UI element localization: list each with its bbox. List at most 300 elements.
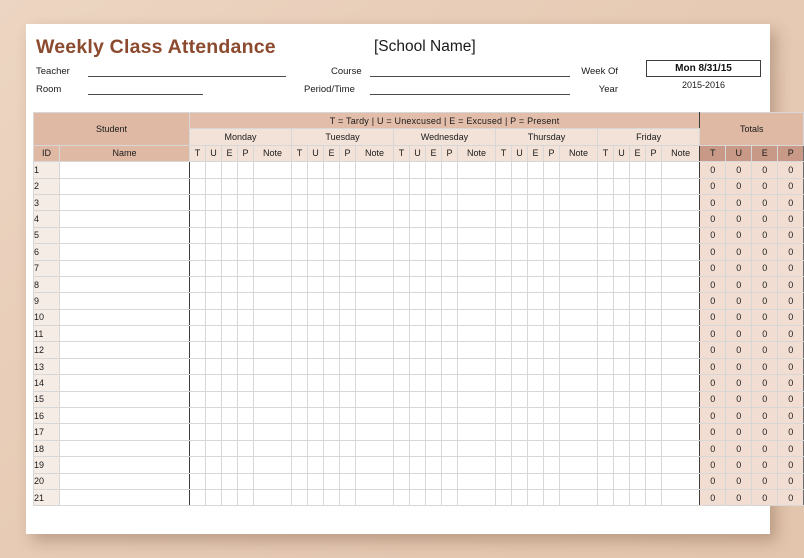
mark-cell-thursday-u[interactable]	[512, 194, 528, 210]
mark-cell-thursday-e[interactable]	[528, 342, 544, 358]
mark-cell-monday-t[interactable]	[190, 457, 206, 473]
mark-cell-tuesday-t[interactable]	[292, 489, 308, 505]
note-cell-tuesday[interactable]	[356, 194, 394, 210]
mark-cell-friday-u[interactable]	[614, 309, 630, 325]
mark-cell-tuesday-e[interactable]	[324, 358, 340, 374]
mark-cell-tuesday-p[interactable]	[340, 440, 356, 456]
note-cell-thursday[interactable]	[560, 408, 598, 424]
mark-cell-thursday-t[interactable]	[496, 227, 512, 243]
mark-cell-wednesday-u[interactable]	[410, 375, 426, 391]
mark-cell-friday-e[interactable]	[630, 489, 646, 505]
mark-cell-friday-u[interactable]	[614, 440, 630, 456]
mark-cell-wednesday-u[interactable]	[410, 178, 426, 194]
mark-cell-monday-u[interactable]	[206, 391, 222, 407]
note-cell-friday[interactable]	[662, 424, 700, 440]
note-cell-wednesday[interactable]	[458, 244, 496, 260]
mark-cell-wednesday-u[interactable]	[410, 489, 426, 505]
mark-cell-wednesday-p[interactable]	[442, 244, 458, 260]
mark-cell-wednesday-e[interactable]	[426, 260, 442, 276]
note-cell-thursday[interactable]	[560, 457, 598, 473]
mark-cell-tuesday-t[interactable]	[292, 178, 308, 194]
mark-cell-wednesday-u[interactable]	[410, 424, 426, 440]
mark-cell-tuesday-p[interactable]	[340, 309, 356, 325]
mark-cell-friday-p[interactable]	[646, 293, 662, 309]
note-cell-monday[interactable]	[254, 342, 292, 358]
note-cell-wednesday[interactable]	[458, 358, 496, 374]
mark-cell-tuesday-u[interactable]	[308, 244, 324, 260]
note-cell-friday[interactable]	[662, 309, 700, 325]
mark-cell-friday-t[interactable]	[598, 375, 614, 391]
mark-cell-monday-u[interactable]	[206, 457, 222, 473]
mark-cell-thursday-e[interactable]	[528, 457, 544, 473]
note-cell-thursday[interactable]	[560, 391, 598, 407]
mark-cell-wednesday-e[interactable]	[426, 326, 442, 342]
mark-cell-tuesday-u[interactable]	[308, 326, 324, 342]
mark-cell-thursday-p[interactable]	[544, 440, 560, 456]
mark-cell-monday-e[interactable]	[222, 473, 238, 489]
note-cell-wednesday[interactable]	[458, 440, 496, 456]
note-cell-monday[interactable]	[254, 309, 292, 325]
mark-cell-friday-u[interactable]	[614, 473, 630, 489]
note-cell-tuesday[interactable]	[356, 424, 394, 440]
mark-cell-monday-e[interactable]	[222, 178, 238, 194]
mark-cell-friday-t[interactable]	[598, 424, 614, 440]
mark-cell-tuesday-t[interactable]	[292, 309, 308, 325]
mark-cell-tuesday-p[interactable]	[340, 276, 356, 292]
student-id-cell[interactable]: 1	[34, 162, 60, 178]
note-cell-wednesday[interactable]	[458, 408, 496, 424]
mark-cell-wednesday-e[interactable]	[426, 473, 442, 489]
mark-cell-thursday-u[interactable]	[512, 227, 528, 243]
mark-cell-monday-e[interactable]	[222, 293, 238, 309]
mark-cell-monday-e[interactable]	[222, 326, 238, 342]
mark-cell-thursday-t[interactable]	[496, 326, 512, 342]
student-name-cell[interactable]	[60, 457, 190, 473]
mark-cell-monday-e[interactable]	[222, 424, 238, 440]
note-cell-thursday[interactable]	[560, 342, 598, 358]
mark-cell-friday-t[interactable]	[598, 457, 614, 473]
mark-cell-thursday-e[interactable]	[528, 194, 544, 210]
mark-cell-tuesday-p[interactable]	[340, 326, 356, 342]
mark-cell-monday-u[interactable]	[206, 194, 222, 210]
mark-cell-tuesday-e[interactable]	[324, 473, 340, 489]
mark-cell-friday-p[interactable]	[646, 473, 662, 489]
mark-cell-tuesday-e[interactable]	[324, 440, 340, 456]
mark-cell-thursday-t[interactable]	[496, 489, 512, 505]
note-cell-monday[interactable]	[254, 391, 292, 407]
student-id-cell[interactable]: 19	[34, 457, 60, 473]
mark-cell-thursday-t[interactable]	[496, 424, 512, 440]
mark-cell-tuesday-t[interactable]	[292, 408, 308, 424]
mark-cell-thursday-t[interactable]	[496, 244, 512, 260]
note-cell-tuesday[interactable]	[356, 489, 394, 505]
mark-cell-monday-u[interactable]	[206, 244, 222, 260]
mark-cell-friday-p[interactable]	[646, 162, 662, 178]
mark-cell-tuesday-e[interactable]	[324, 293, 340, 309]
mark-cell-thursday-t[interactable]	[496, 293, 512, 309]
mark-cell-thursday-u[interactable]	[512, 211, 528, 227]
mark-cell-monday-e[interactable]	[222, 440, 238, 456]
mark-cell-wednesday-p[interactable]	[442, 424, 458, 440]
mark-cell-wednesday-t[interactable]	[394, 457, 410, 473]
mark-cell-tuesday-u[interactable]	[308, 489, 324, 505]
student-name-cell[interactable]	[60, 309, 190, 325]
mark-cell-monday-u[interactable]	[206, 424, 222, 440]
mark-cell-friday-e[interactable]	[630, 162, 646, 178]
mark-cell-friday-t[interactable]	[598, 408, 614, 424]
mark-cell-tuesday-t[interactable]	[292, 162, 308, 178]
mark-cell-friday-u[interactable]	[614, 178, 630, 194]
student-name-cell[interactable]	[60, 391, 190, 407]
mark-cell-tuesday-p[interactable]	[340, 293, 356, 309]
mark-cell-friday-e[interactable]	[630, 276, 646, 292]
mark-cell-friday-p[interactable]	[646, 244, 662, 260]
mark-cell-tuesday-u[interactable]	[308, 440, 324, 456]
mark-cell-wednesday-e[interactable]	[426, 424, 442, 440]
note-cell-monday[interactable]	[254, 489, 292, 505]
mark-cell-friday-p[interactable]	[646, 211, 662, 227]
mark-cell-wednesday-p[interactable]	[442, 293, 458, 309]
mark-cell-wednesday-t[interactable]	[394, 342, 410, 358]
mark-cell-wednesday-p[interactable]	[442, 473, 458, 489]
student-id-cell[interactable]: 5	[34, 227, 60, 243]
mark-cell-friday-e[interactable]	[630, 473, 646, 489]
mark-cell-wednesday-u[interactable]	[410, 211, 426, 227]
mark-cell-wednesday-t[interactable]	[394, 326, 410, 342]
mark-cell-friday-u[interactable]	[614, 293, 630, 309]
mark-cell-friday-u[interactable]	[614, 391, 630, 407]
mark-cell-tuesday-p[interactable]	[340, 358, 356, 374]
mark-cell-thursday-u[interactable]	[512, 457, 528, 473]
mark-cell-wednesday-t[interactable]	[394, 276, 410, 292]
note-cell-wednesday[interactable]	[458, 489, 496, 505]
note-cell-monday[interactable]	[254, 440, 292, 456]
note-cell-wednesday[interactable]	[458, 375, 496, 391]
note-cell-tuesday[interactable]	[356, 162, 394, 178]
mark-cell-thursday-t[interactable]	[496, 391, 512, 407]
mark-cell-tuesday-u[interactable]	[308, 408, 324, 424]
note-cell-monday[interactable]	[254, 162, 292, 178]
mark-cell-friday-t[interactable]	[598, 194, 614, 210]
mark-cell-thursday-t[interactable]	[496, 178, 512, 194]
student-name-cell[interactable]	[60, 227, 190, 243]
mark-cell-monday-p[interactable]	[238, 260, 254, 276]
mark-cell-thursday-e[interactable]	[528, 440, 544, 456]
mark-cell-tuesday-u[interactable]	[308, 260, 324, 276]
mark-cell-friday-p[interactable]	[646, 424, 662, 440]
mark-cell-friday-u[interactable]	[614, 408, 630, 424]
mark-cell-tuesday-e[interactable]	[324, 424, 340, 440]
mark-cell-friday-u[interactable]	[614, 194, 630, 210]
note-cell-thursday[interactable]	[560, 276, 598, 292]
mark-cell-tuesday-p[interactable]	[340, 391, 356, 407]
mark-cell-wednesday-e[interactable]	[426, 358, 442, 374]
student-id-cell[interactable]: 16	[34, 408, 60, 424]
mark-cell-thursday-u[interactable]	[512, 293, 528, 309]
student-id-cell[interactable]: 10	[34, 309, 60, 325]
note-cell-thursday[interactable]	[560, 194, 598, 210]
note-cell-thursday[interactable]	[560, 375, 598, 391]
mark-cell-friday-t[interactable]	[598, 326, 614, 342]
mark-cell-monday-p[interactable]	[238, 391, 254, 407]
mark-cell-monday-t[interactable]	[190, 293, 206, 309]
mark-cell-friday-e[interactable]	[630, 293, 646, 309]
mark-cell-friday-u[interactable]	[614, 227, 630, 243]
mark-cell-monday-t[interactable]	[190, 424, 206, 440]
note-cell-wednesday[interactable]	[458, 309, 496, 325]
mark-cell-wednesday-t[interactable]	[394, 293, 410, 309]
mark-cell-monday-t[interactable]	[190, 358, 206, 374]
mark-cell-tuesday-u[interactable]	[308, 457, 324, 473]
student-id-cell[interactable]: 17	[34, 424, 60, 440]
mark-cell-friday-t[interactable]	[598, 178, 614, 194]
mark-cell-monday-e[interactable]	[222, 358, 238, 374]
mark-cell-monday-u[interactable]	[206, 162, 222, 178]
mark-cell-wednesday-e[interactable]	[426, 342, 442, 358]
mark-cell-tuesday-t[interactable]	[292, 227, 308, 243]
mark-cell-friday-u[interactable]	[614, 358, 630, 374]
mark-cell-tuesday-u[interactable]	[308, 473, 324, 489]
note-cell-friday[interactable]	[662, 211, 700, 227]
mark-cell-monday-e[interactable]	[222, 375, 238, 391]
mark-cell-thursday-t[interactable]	[496, 473, 512, 489]
mark-cell-wednesday-p[interactable]	[442, 440, 458, 456]
mark-cell-thursday-p[interactable]	[544, 408, 560, 424]
mark-cell-monday-u[interactable]	[206, 293, 222, 309]
mark-cell-tuesday-p[interactable]	[340, 375, 356, 391]
mark-cell-wednesday-p[interactable]	[442, 162, 458, 178]
student-id-cell[interactable]: 7	[34, 260, 60, 276]
note-cell-friday[interactable]	[662, 342, 700, 358]
student-id-cell[interactable]: 2	[34, 178, 60, 194]
mark-cell-monday-t[interactable]	[190, 276, 206, 292]
mark-cell-tuesday-p[interactable]	[340, 227, 356, 243]
mark-cell-wednesday-e[interactable]	[426, 194, 442, 210]
note-cell-tuesday[interactable]	[356, 440, 394, 456]
student-id-cell[interactable]: 8	[34, 276, 60, 292]
mark-cell-thursday-u[interactable]	[512, 375, 528, 391]
mark-cell-tuesday-t[interactable]	[292, 391, 308, 407]
mark-cell-wednesday-t[interactable]	[394, 227, 410, 243]
mark-cell-monday-p[interactable]	[238, 473, 254, 489]
note-cell-friday[interactable]	[662, 358, 700, 374]
mark-cell-monday-t[interactable]	[190, 227, 206, 243]
mark-cell-wednesday-t[interactable]	[394, 194, 410, 210]
mark-cell-tuesday-e[interactable]	[324, 342, 340, 358]
mark-cell-tuesday-u[interactable]	[308, 194, 324, 210]
mark-cell-monday-p[interactable]	[238, 457, 254, 473]
mark-cell-tuesday-t[interactable]	[292, 211, 308, 227]
mark-cell-thursday-u[interactable]	[512, 342, 528, 358]
mark-cell-monday-u[interactable]	[206, 473, 222, 489]
mark-cell-tuesday-u[interactable]	[308, 293, 324, 309]
mark-cell-friday-t[interactable]	[598, 260, 614, 276]
note-cell-tuesday[interactable]	[356, 227, 394, 243]
note-cell-monday[interactable]	[254, 457, 292, 473]
student-id-cell[interactable]: 12	[34, 342, 60, 358]
mark-cell-monday-t[interactable]	[190, 194, 206, 210]
student-id-cell[interactable]: 14	[34, 375, 60, 391]
mark-cell-wednesday-p[interactable]	[442, 457, 458, 473]
mark-cell-monday-t[interactable]	[190, 260, 206, 276]
mark-cell-tuesday-p[interactable]	[340, 211, 356, 227]
mark-cell-thursday-p[interactable]	[544, 276, 560, 292]
mark-cell-wednesday-u[interactable]	[410, 326, 426, 342]
mark-cell-thursday-t[interactable]	[496, 457, 512, 473]
course-input[interactable]	[370, 76, 570, 77]
mark-cell-tuesday-t[interactable]	[292, 194, 308, 210]
mark-cell-wednesday-t[interactable]	[394, 178, 410, 194]
mark-cell-monday-e[interactable]	[222, 244, 238, 260]
mark-cell-monday-p[interactable]	[238, 326, 254, 342]
mark-cell-thursday-u[interactable]	[512, 489, 528, 505]
note-cell-monday[interactable]	[254, 326, 292, 342]
note-cell-thursday[interactable]	[560, 244, 598, 260]
mark-cell-thursday-t[interactable]	[496, 440, 512, 456]
mark-cell-friday-t[interactable]	[598, 440, 614, 456]
mark-cell-tuesday-e[interactable]	[324, 408, 340, 424]
student-name-cell[interactable]	[60, 211, 190, 227]
mark-cell-tuesday-p[interactable]	[340, 473, 356, 489]
mark-cell-wednesday-e[interactable]	[426, 276, 442, 292]
mark-cell-tuesday-p[interactable]	[340, 194, 356, 210]
note-cell-tuesday[interactable]	[356, 293, 394, 309]
note-cell-friday[interactable]	[662, 457, 700, 473]
mark-cell-monday-p[interactable]	[238, 424, 254, 440]
mark-cell-tuesday-e[interactable]	[324, 194, 340, 210]
mark-cell-monday-e[interactable]	[222, 276, 238, 292]
mark-cell-monday-u[interactable]	[206, 227, 222, 243]
mark-cell-wednesday-e[interactable]	[426, 244, 442, 260]
mark-cell-wednesday-p[interactable]	[442, 342, 458, 358]
mark-cell-wednesday-p[interactable]	[442, 178, 458, 194]
mark-cell-monday-e[interactable]	[222, 408, 238, 424]
mark-cell-friday-u[interactable]	[614, 424, 630, 440]
mark-cell-thursday-t[interactable]	[496, 194, 512, 210]
student-name-cell[interactable]	[60, 326, 190, 342]
mark-cell-wednesday-p[interactable]	[442, 408, 458, 424]
mark-cell-monday-t[interactable]	[190, 342, 206, 358]
mark-cell-monday-u[interactable]	[206, 375, 222, 391]
mark-cell-tuesday-e[interactable]	[324, 227, 340, 243]
mark-cell-wednesday-u[interactable]	[410, 358, 426, 374]
note-cell-tuesday[interactable]	[356, 473, 394, 489]
mark-cell-wednesday-p[interactable]	[442, 194, 458, 210]
teacher-input[interactable]	[88, 76, 286, 77]
mark-cell-thursday-u[interactable]	[512, 358, 528, 374]
note-cell-friday[interactable]	[662, 473, 700, 489]
mark-cell-monday-t[interactable]	[190, 309, 206, 325]
mark-cell-wednesday-u[interactable]	[410, 244, 426, 260]
student-id-cell[interactable]: 20	[34, 473, 60, 489]
student-id-cell[interactable]: 4	[34, 211, 60, 227]
mark-cell-thursday-u[interactable]	[512, 326, 528, 342]
mark-cell-thursday-t[interactable]	[496, 358, 512, 374]
mark-cell-friday-t[interactable]	[598, 227, 614, 243]
mark-cell-tuesday-t[interactable]	[292, 260, 308, 276]
mark-cell-monday-e[interactable]	[222, 260, 238, 276]
mark-cell-tuesday-p[interactable]	[340, 162, 356, 178]
mark-cell-friday-e[interactable]	[630, 326, 646, 342]
mark-cell-thursday-e[interactable]	[528, 309, 544, 325]
mark-cell-monday-e[interactable]	[222, 162, 238, 178]
mark-cell-tuesday-t[interactable]	[292, 424, 308, 440]
note-cell-tuesday[interactable]	[356, 391, 394, 407]
mark-cell-wednesday-e[interactable]	[426, 293, 442, 309]
note-cell-thursday[interactable]	[560, 326, 598, 342]
note-cell-tuesday[interactable]	[356, 408, 394, 424]
mark-cell-wednesday-e[interactable]	[426, 162, 442, 178]
mark-cell-tuesday-t[interactable]	[292, 440, 308, 456]
note-cell-friday[interactable]	[662, 244, 700, 260]
mark-cell-friday-e[interactable]	[630, 178, 646, 194]
mark-cell-friday-p[interactable]	[646, 358, 662, 374]
mark-cell-monday-u[interactable]	[206, 440, 222, 456]
mark-cell-friday-p[interactable]	[646, 391, 662, 407]
mark-cell-wednesday-t[interactable]	[394, 440, 410, 456]
note-cell-thursday[interactable]	[560, 440, 598, 456]
mark-cell-wednesday-t[interactable]	[394, 489, 410, 505]
mark-cell-friday-e[interactable]	[630, 244, 646, 260]
mark-cell-tuesday-u[interactable]	[308, 211, 324, 227]
mark-cell-tuesday-t[interactable]	[292, 326, 308, 342]
mark-cell-friday-u[interactable]	[614, 162, 630, 178]
mark-cell-wednesday-p[interactable]	[442, 276, 458, 292]
mark-cell-monday-u[interactable]	[206, 260, 222, 276]
mark-cell-tuesday-e[interactable]	[324, 162, 340, 178]
mark-cell-tuesday-u[interactable]	[308, 342, 324, 358]
mark-cell-tuesday-u[interactable]	[308, 358, 324, 374]
mark-cell-thursday-p[interactable]	[544, 342, 560, 358]
mark-cell-friday-t[interactable]	[598, 473, 614, 489]
mark-cell-thursday-e[interactable]	[528, 293, 544, 309]
note-cell-wednesday[interactable]	[458, 326, 496, 342]
mark-cell-tuesday-p[interactable]	[340, 260, 356, 276]
mark-cell-thursday-e[interactable]	[528, 375, 544, 391]
mark-cell-thursday-p[interactable]	[544, 293, 560, 309]
note-cell-friday[interactable]	[662, 440, 700, 456]
note-cell-wednesday[interactable]	[458, 473, 496, 489]
student-name-cell[interactable]	[60, 260, 190, 276]
student-id-cell[interactable]: 11	[34, 326, 60, 342]
mark-cell-thursday-u[interactable]	[512, 408, 528, 424]
mark-cell-monday-t[interactable]	[190, 408, 206, 424]
student-name-cell[interactable]	[60, 178, 190, 194]
mark-cell-friday-e[interactable]	[630, 375, 646, 391]
mark-cell-tuesday-p[interactable]	[340, 457, 356, 473]
mark-cell-wednesday-e[interactable]	[426, 178, 442, 194]
mark-cell-friday-p[interactable]	[646, 342, 662, 358]
mark-cell-thursday-e[interactable]	[528, 473, 544, 489]
mark-cell-tuesday-e[interactable]	[324, 489, 340, 505]
note-cell-tuesday[interactable]	[356, 309, 394, 325]
mark-cell-wednesday-t[interactable]	[394, 260, 410, 276]
mark-cell-thursday-u[interactable]	[512, 162, 528, 178]
mark-cell-friday-p[interactable]	[646, 309, 662, 325]
note-cell-tuesday[interactable]	[356, 326, 394, 342]
mark-cell-monday-e[interactable]	[222, 309, 238, 325]
mark-cell-monday-t[interactable]	[190, 440, 206, 456]
mark-cell-monday-p[interactable]	[238, 276, 254, 292]
student-id-cell[interactable]: 3	[34, 194, 60, 210]
mark-cell-wednesday-p[interactable]	[442, 489, 458, 505]
mark-cell-monday-e[interactable]	[222, 194, 238, 210]
mark-cell-friday-p[interactable]	[646, 194, 662, 210]
note-cell-thursday[interactable]	[560, 489, 598, 505]
mark-cell-tuesday-t[interactable]	[292, 473, 308, 489]
mark-cell-friday-u[interactable]	[614, 276, 630, 292]
mark-cell-tuesday-u[interactable]	[308, 227, 324, 243]
